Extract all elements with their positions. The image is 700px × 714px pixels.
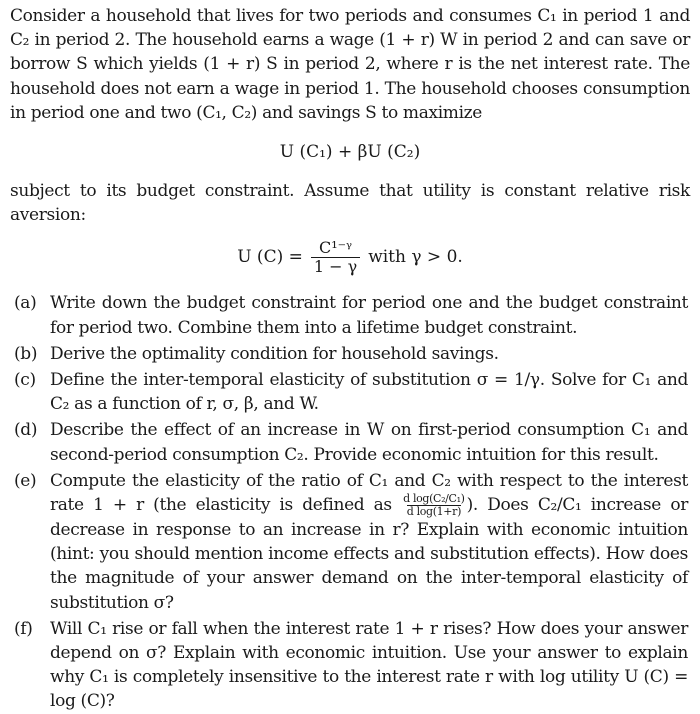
question-text: Derive the optimality condition for household savings. — [50, 343, 499, 364]
utility-fraction — [311, 239, 360, 276]
utility-denominator: 1 − γ — [311, 257, 360, 276]
question-c — [10, 368, 690, 416]
question-e-text-after: ). Does C₂/C₁ increase or decrease in response to an increase in r? Explain with economic intuition (hint: you should mention income effects and substitution effects). How does the magnitude of your answer demand on the inter-temporal elasticity of substitution σ? — [50, 495, 688, 613]
question-text: Define the inter-temporal elasticity of substitution σ = 1/γ. Solve for C₁ and C₂ as a function of r, σ, β, and W. — [50, 370, 688, 415]
utility-equation — [10, 227, 690, 287]
question-label: (c) — [14, 370, 36, 391]
question-label: (b) — [14, 343, 38, 364]
objective-equation: U (C₁) + βU (C₂) — [279, 142, 421, 163]
question-a — [10, 291, 690, 339]
question-label: (d) — [14, 420, 38, 441]
utility-numerator: C¹⁻ᵞ — [318, 237, 353, 257]
question-text: Will C₁ rise or fall when the interest rate 1 + r rises? How does your answer depend on σ? Explain with economic intuition. Use your answer to explain why C₁ is completely insensitive to the interest rate r with log utility U (C) = log (C)? — [50, 618, 688, 712]
elasticity-fraction — [403, 493, 464, 518]
question-d — [10, 418, 690, 466]
constraint-paragraph: subject to its budget constraint. Assume that utility is constant relative risk aversion: — [10, 181, 690, 226]
question-text: Write down the budget constraint for period one and the budget constraint for period two. Combine them into a lifetime budget constraint. — [50, 293, 688, 338]
question-e — [10, 469, 690, 615]
question-text: Describe the effect of an increase in W on first-period consumption C₁ and second-period consumption C₂. Provide economic intuition for this result. — [50, 420, 688, 465]
question-text — [50, 469, 690, 615]
elasticity-numerator: d log(C₂/C₁) — [403, 492, 465, 506]
elasticity-denominator: d log(1+r) — [406, 505, 462, 519]
question-e-text-before: Compute the elasticity of the ratio of C₁ and C₂ with respect to the interest rate 1 + r (the elasticity is defined as — [50, 470, 688, 516]
intro-paragraph: Consider a household that lives for two periods and consumes C₁ in period 1 and C₂ in period 2. The household earns a wage (1 + r) W in period 2 and can save or borrow S which yields (1 + r) S in period 2, where r is the net interest rate. The household does not earn a wage in period 1. The household chooses consumption in period one and two (C₁, C₂) and savings S to maximize — [10, 6, 690, 123]
question-label: (e) — [14, 470, 37, 491]
utility-lhs: U (C) = — [237, 247, 303, 268]
utility-condition: with γ > 0. — [368, 247, 463, 268]
question-list — [10, 291, 690, 713]
question-label: (a) — [14, 293, 37, 314]
question-label: (f) — [14, 618, 33, 639]
question-f — [10, 617, 690, 714]
question-b — [10, 342, 690, 366]
